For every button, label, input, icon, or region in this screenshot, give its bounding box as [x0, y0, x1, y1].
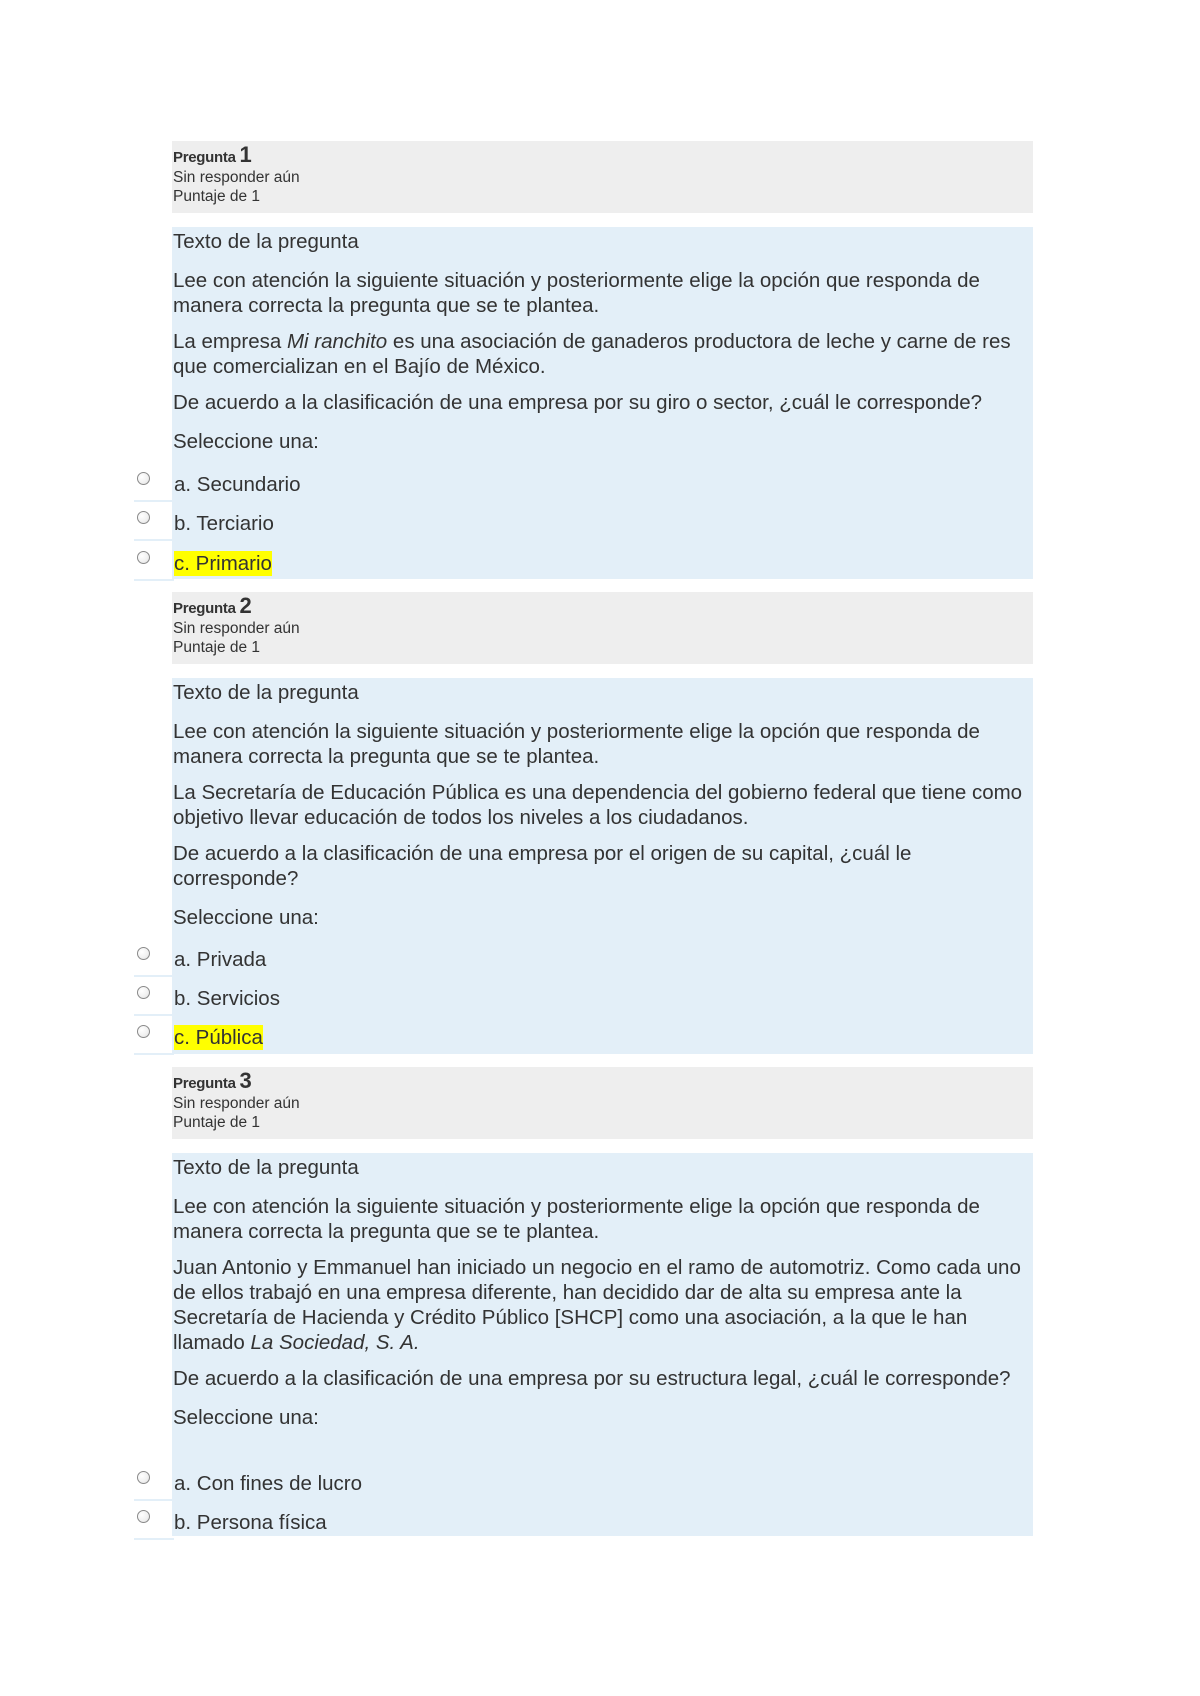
question-text-heading: Texto de la pregunta	[173, 1156, 359, 1179]
question-intro: Lee con atención la siguiente situación y posteriormente elige la opción que responda de manera correcta la pregunta que se te plantea.	[173, 269, 980, 317]
question-score: Puntaje de 1	[173, 188, 261, 205]
answer-option[interactable]	[134, 941, 634, 981]
answer-option[interactable]	[134, 980, 634, 1020]
question-scenario: La empresa Mi ranchito es una asociación de ganaderos productora de leche y carne de res que comercializan en el Bajío de México.	[173, 330, 1011, 378]
select-prompt: Seleccione una:	[173, 1406, 319, 1429]
question-score: Puntaje de 1	[173, 639, 261, 656]
question-scenario: Juan Antonio y Emmanuel han iniciado un negocio en el ramo de automotriz. Como cada uno de ellos trabajó en una empresa diferente, han decidido dar de alta su empresa ante la Secretaría de Hacienda y Crédito Público [SHCP] como una asociación, a la que le han llamado La Sociedad, S. A.	[173, 1256, 1021, 1354]
radio-button[interactable]	[137, 1025, 150, 1038]
question-number: 1	[239, 142, 252, 167]
question-prompt: De acuerdo a la clasificación de una empresa por su estructura legal, ¿cuál le corresponde?	[173, 1367, 1011, 1390]
question-text-heading: Texto de la pregunta	[173, 230, 359, 253]
option-label-highlighted[interactable]: c. Primario	[174, 552, 272, 575]
option-label[interactable]: b. Persona física	[174, 1511, 327, 1534]
option-label-highlighted[interactable]: c. Pública	[174, 1026, 263, 1049]
question-label: Pregunta 1	[173, 142, 252, 167]
question-prompt: De acuerdo a la clasificación de una empresa por el origen de su capital, ¿cuál le corresponde?	[173, 842, 912, 890]
question-status: Sin responder aún	[173, 1095, 300, 1112]
radio-button[interactable]	[137, 947, 150, 960]
radio-button[interactable]	[137, 1471, 150, 1484]
question-intro: Lee con atención la siguiente situación y posteriormente elige la opción que responda de manera correcta la pregunta que se te plantea.	[173, 720, 980, 768]
radio-button[interactable]	[137, 986, 150, 999]
answer-option[interactable]	[134, 505, 634, 545]
question-info	[172, 1067, 1033, 1139]
answer-option[interactable]	[134, 466, 634, 506]
radio-button[interactable]	[137, 1510, 150, 1523]
radio-button[interactable]	[137, 511, 150, 524]
option-label[interactable]: b. Terciario	[174, 512, 274, 535]
answer-option[interactable]	[134, 1019, 634, 1059]
radio-button[interactable]	[137, 551, 150, 564]
select-prompt: Seleccione una:	[173, 430, 319, 453]
question-score: Puntaje de 1	[173, 1114, 261, 1131]
question-label: Pregunta 3	[173, 1068, 252, 1093]
option-label[interactable]: a. Privada	[174, 948, 267, 971]
option-label[interactable]: a. Secundario	[174, 473, 301, 496]
answer-option[interactable]	[134, 545, 634, 585]
question-intro: Lee con atención la siguiente situación y posteriormente elige la opción que responda de manera correcta la pregunta que se te plantea.	[173, 1195, 980, 1243]
question-status: Sin responder aún	[173, 620, 300, 637]
question-prompt: De acuerdo a la clasificación de una empresa por su giro o sector, ¿cuál le corresponde?	[173, 391, 983, 414]
option-label[interactable]: b. Servicios	[174, 987, 280, 1010]
question-status: Sin responder aún	[173, 169, 300, 186]
question-info	[172, 592, 1033, 664]
answer-option[interactable]	[134, 1465, 634, 1505]
question-text-heading: Texto de la pregunta	[173, 681, 359, 704]
question-number: 3	[239, 1068, 252, 1093]
answer-option[interactable]	[134, 1504, 634, 1544]
question-number: 2	[239, 593, 252, 618]
select-prompt: Seleccione una:	[173, 906, 319, 929]
question-scenario: La Secretaría de Educación Pública es una dependencia del gobierno federal que tiene como objetivo llevar educación de todos los niveles a los ciudadanos.	[173, 781, 1023, 829]
question-info	[172, 141, 1033, 213]
radio-button[interactable]	[137, 472, 150, 485]
question-label: Pregunta 2	[173, 593, 252, 618]
option-label[interactable]: a. Con fines de lucro	[174, 1472, 363, 1495]
